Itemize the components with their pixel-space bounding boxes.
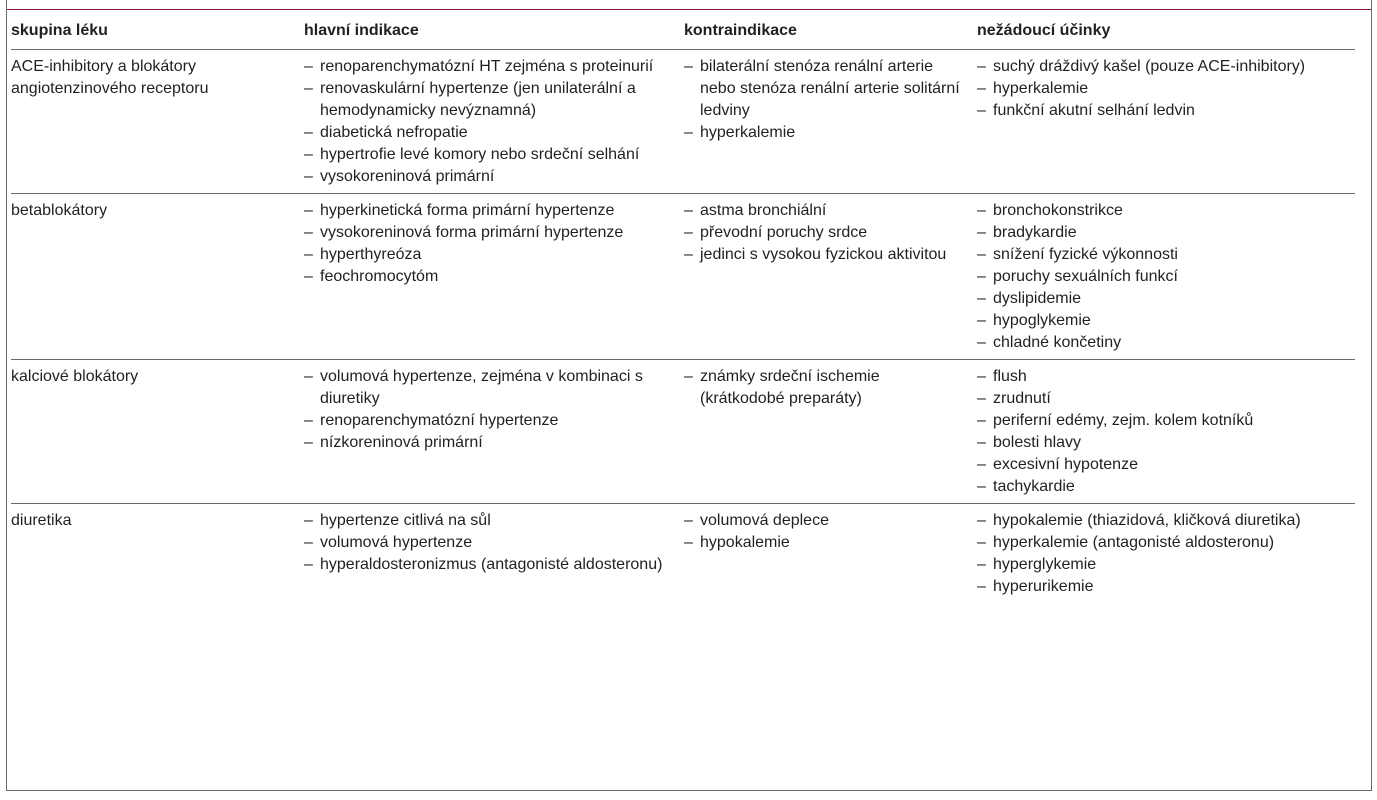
list-item-text: hypokalemie (700, 534, 790, 551)
dash-bullet: – (977, 334, 986, 351)
list-item-text: hyperkalemie (antagonisté aldosteronu) (993, 534, 1275, 551)
list-item (304, 144, 684, 166)
cell-indications (304, 360, 684, 504)
side-effects-list (977, 510, 1355, 598)
list-item (977, 266, 1355, 288)
dash-bullet: – (684, 124, 693, 141)
list-item-text: nízkoreninová primární (320, 434, 483, 451)
list-item-text: volumová deplece (700, 512, 829, 529)
list-item-text: hyperthyreóza (320, 246, 422, 263)
list-item-text: feochromocytóm (320, 268, 439, 285)
list-item (304, 432, 684, 454)
list-item-text: periferní edémy, zejm. kolem kotníků (993, 412, 1254, 429)
list-item-text: chladné končetiny (993, 334, 1122, 351)
dash-bullet: – (304, 58, 313, 75)
dash-bullet: – (304, 268, 313, 285)
dash-bullet: – (977, 456, 986, 473)
list-item (304, 554, 684, 576)
list-item (304, 366, 684, 410)
header-side-effects: nežádoucí účinky (977, 13, 1355, 50)
cell-contraindications (684, 360, 977, 504)
contraindications-list (684, 56, 977, 144)
list-item-text: tachykardie (993, 478, 1075, 495)
list-item (977, 78, 1355, 100)
cell-indications (304, 50, 684, 194)
list-item (304, 532, 684, 554)
list-item-text: astma bronchiální (700, 202, 827, 219)
list-item (977, 332, 1355, 354)
header-group: skupina léku (11, 13, 304, 50)
list-item-text: hypokalemie (thiazidová, kličková diuretika) (993, 512, 1301, 529)
indications-list (304, 56, 684, 188)
cell-group (11, 360, 304, 504)
dash-bullet: – (977, 102, 986, 119)
cell-group (11, 50, 304, 194)
list-item (977, 510, 1355, 532)
list-item (304, 166, 684, 188)
cell-side-effects (977, 50, 1355, 194)
header-row (11, 13, 1355, 50)
indications-list (304, 200, 684, 288)
list-item (977, 100, 1355, 122)
list-item (977, 200, 1355, 222)
list-item (684, 244, 977, 266)
dash-bullet: – (977, 512, 986, 529)
cell-indications (304, 194, 684, 360)
dash-bullet: – (304, 534, 313, 551)
cell-contraindications (684, 50, 977, 194)
dash-bullet: – (304, 224, 313, 241)
dash-bullet: – (304, 124, 313, 141)
indications-list (304, 510, 684, 576)
dash-bullet: – (977, 202, 986, 219)
list-item (977, 310, 1355, 332)
list-item-text: volumová hypertenze, zejména v kombinaci s diuretiky (320, 368, 643, 407)
side-effects-list (977, 56, 1355, 122)
header-contraindications: kontraindikace (684, 13, 977, 50)
drug-group-name: ACE-inhibitory a blokátory angiotenzinového receptoru (11, 58, 209, 97)
list-item-text: hyperkalemie (993, 80, 1089, 97)
contraindications-list (684, 510, 977, 554)
list-item (977, 432, 1355, 454)
dash-bullet: – (977, 290, 986, 307)
list-item (977, 388, 1355, 410)
list-item-text: zrudnutí (993, 390, 1051, 407)
dash-bullet: – (977, 434, 986, 451)
list-item (684, 532, 977, 554)
list-item-text: bronchokonstrikce (993, 202, 1123, 219)
table-row (11, 360, 1355, 504)
list-item-text: hyperglykemie (993, 556, 1097, 573)
list-item-text: dyslipidemie (993, 290, 1082, 307)
dash-bullet: – (304, 368, 313, 385)
list-item (304, 56, 684, 78)
drug-group-name: diuretika (11, 512, 72, 529)
list-item-text: vysokoreninová primární (320, 168, 495, 185)
cell-indications (304, 504, 684, 611)
list-item-text: známky srdeční ischemie (krátkodobé preparáty) (700, 368, 880, 407)
list-item-text: hypoglykemie (993, 312, 1091, 329)
list-item (304, 222, 684, 244)
dash-bullet: – (977, 58, 986, 75)
list-item (684, 122, 977, 144)
dash-bullet: – (977, 578, 986, 595)
dash-bullet: – (684, 512, 693, 529)
cell-side-effects (977, 504, 1355, 611)
table-row (11, 504, 1355, 611)
drug-table (11, 13, 1355, 610)
indications-list (304, 366, 684, 454)
list-item (977, 532, 1355, 554)
side-effects-list (977, 366, 1355, 498)
dash-bullet: – (684, 202, 693, 219)
list-item (977, 366, 1355, 388)
dash-bullet: – (304, 80, 313, 97)
list-item-text: funkční akutní selhání ledvin (993, 102, 1195, 119)
dash-bullet: – (684, 224, 693, 241)
list-item (304, 122, 684, 144)
list-item (977, 244, 1355, 266)
list-item-text: bolesti hlavy (993, 434, 1082, 451)
dash-bullet: – (977, 312, 986, 329)
table-row (11, 50, 1355, 194)
dash-bullet: – (304, 556, 313, 573)
list-item-text: jedinci s vysokou fyzickou aktivitou (700, 246, 947, 263)
list-item-text: renoparenchymatózní HT zejména s proteinurií (320, 58, 654, 75)
list-item (977, 56, 1355, 78)
dash-bullet: – (977, 534, 986, 551)
side-effects-list (977, 200, 1355, 354)
dash-bullet: – (304, 146, 313, 163)
contraindications-list (684, 200, 977, 266)
cell-side-effects (977, 360, 1355, 504)
cell-group (11, 504, 304, 611)
list-item-text: vysokoreninová forma primární hypertenze (320, 224, 624, 241)
dash-bullet: – (977, 478, 986, 495)
list-item (304, 410, 684, 432)
list-item-text: hyperurikemie (993, 578, 1094, 595)
dash-bullet: – (977, 368, 986, 385)
list-item (304, 266, 684, 288)
list-item (684, 200, 977, 222)
header-indications: hlavní indikace (304, 13, 684, 50)
top-rule (7, 9, 1371, 10)
table-body (11, 50, 1355, 611)
dash-bullet: – (977, 80, 986, 97)
dash-bullet: – (977, 412, 986, 429)
list-item-text: hypertrofie levé komory nebo srdeční selhání (320, 146, 640, 163)
list-item-text: excesivní hypotenze (993, 456, 1138, 473)
list-item (977, 222, 1355, 244)
list-item-text: suchý dráždivý kašel (pouze ACE-inhibitory) (993, 58, 1306, 75)
dash-bullet: – (977, 556, 986, 573)
cell-group (11, 194, 304, 360)
list-item (977, 576, 1355, 598)
contraindications-list (684, 366, 977, 410)
list-item-text: snížení fyzické výkonnosti (993, 246, 1178, 263)
list-item-text: poruchy sexuálních funkcí (993, 268, 1178, 285)
drug-group-name: betablokátory (11, 202, 108, 219)
list-item-text: převodní poruchy srdce (700, 224, 868, 241)
dash-bullet: – (304, 246, 313, 263)
list-item (304, 78, 684, 122)
list-item (684, 510, 977, 532)
cell-contraindications (684, 504, 977, 611)
list-item (977, 454, 1355, 476)
dash-bullet: – (977, 268, 986, 285)
drug-group-name: kalciové blokátory (11, 368, 139, 385)
dash-bullet: – (977, 246, 986, 263)
dash-bullet: – (684, 58, 693, 75)
list-item (977, 476, 1355, 498)
list-item (304, 244, 684, 266)
list-item-text: hyperkalemie (700, 124, 796, 141)
dash-bullet: – (977, 390, 986, 407)
list-item-text: flush (993, 368, 1027, 385)
dash-bullet: – (304, 202, 313, 219)
list-item-text: hyperkinetická forma primární hypertenze (320, 202, 615, 219)
list-item (684, 222, 977, 244)
list-item (977, 554, 1355, 576)
dash-bullet: – (304, 412, 313, 429)
dash-bullet: – (684, 534, 693, 551)
list-item-text: renovaskulární hypertenze (jen unilaterální a hemodynamicky nevýznamná) (320, 80, 636, 119)
cell-contraindications (684, 194, 977, 360)
table-row (11, 194, 1355, 360)
dash-bullet: – (977, 224, 986, 241)
list-item-text: diabetická nefropatie (320, 124, 468, 141)
list-item (304, 200, 684, 222)
list-item-text: hyperaldosteronizmus (antagonisté aldosteronu) (320, 556, 663, 573)
list-item (977, 410, 1355, 432)
cell-side-effects (977, 194, 1355, 360)
dash-bullet: – (304, 434, 313, 451)
list-item-text: renoparenchymatózní hypertenze (320, 412, 559, 429)
dash-bullet: – (304, 168, 313, 185)
dash-bullet: – (684, 246, 693, 263)
list-item-text: bradykardie (993, 224, 1077, 241)
list-item (684, 366, 977, 410)
dash-bullet: – (684, 368, 693, 385)
list-item (304, 510, 684, 532)
list-item-text: hypertenze citlivá na sůl (320, 512, 491, 529)
list-item-text: volumová hypertenze (320, 534, 473, 551)
list-item (977, 288, 1355, 310)
list-item (684, 56, 977, 122)
dash-bullet: – (304, 512, 313, 529)
list-item-text: bilaterální stenóza renální arterie nebo stenóza renální arterie solitární ledviny (700, 58, 960, 119)
